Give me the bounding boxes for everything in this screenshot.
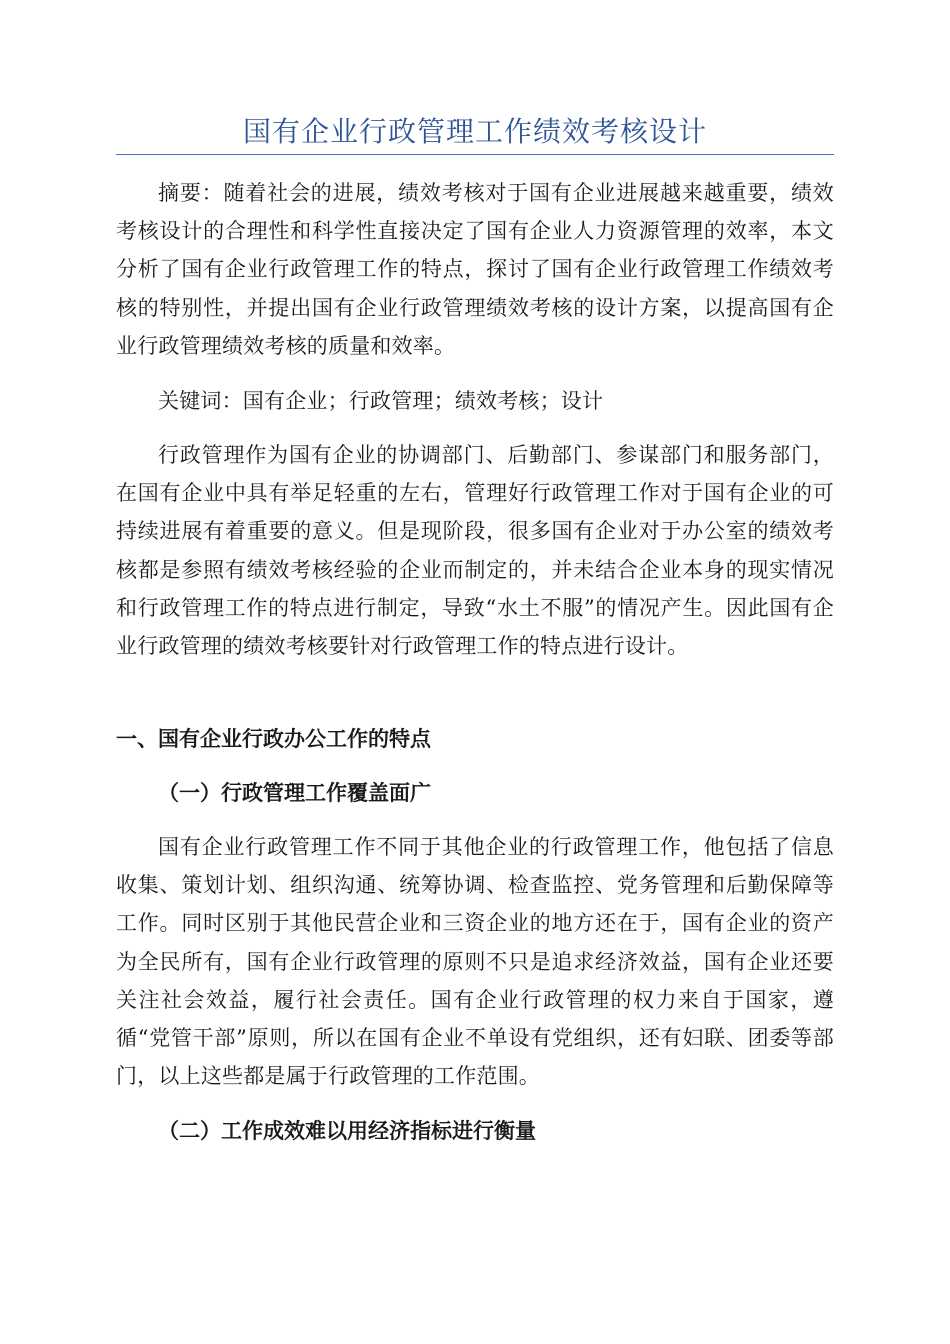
title-underline [116, 154, 834, 155]
subsection-heading-2: （二）工作成效难以用经济指标进行衡量 [158, 1118, 536, 1143]
intro-paragraph: 行政管理作为国有企业的协调部门、后勤部门、参谋部门和服务部门，在国有企业中具有举足轻重的左右，管理好行政管理工作对于国有企业的可持续进展有着重要的意义。但是现阶段，很多国有企业对于办公室的绩效考核都是参照有绩效考核经验的企业而制定的，并未结合企业本身的现实情况和行政管理工作的特点进行制定，导致“水土不服”的情况产生。因此国有企业行政管理的绩效考核要针对行政管理工作的特点进行设计。 [116, 443, 834, 659]
section-heading-1: 一、国有企业行政办公工作的特点 [116, 727, 431, 751]
subsection-heading-1: （一）行政管理工作覆盖面广 [158, 780, 431, 805]
keywords-paragraph: 关键词：国有企业；行政管理；绩效考核；设计 [158, 389, 604, 413]
subsection-1-paragraph: 国有企业行政管理工作不同于其他企业的行政管理工作，他包括了信息收集、策划计划、组织沟通、统筹协调、检查监控、党务管理和后勤保障等工作。同时区别于其他民营企业和三资企业的地方还在于，国有企业的资产为全民所有，国有企业行政管理的原则不只是追求经济效益，国有企业还要关注社会效益，履行社会责任。国有企业行政管理的权力来自于国家，遵循“党管干部”原则，所以在国有企业不单设有党组织，还有妇联、团委等部门，以上这些都是属于行政管理的工作范围。 [116, 835, 834, 1089]
abstract-paragraph: 摘要：随着社会的进展，绩效考核对于国有企业进展越来越重要，绩效考核设计的合理性和科学性直接决定了国有企业人力资源管理的效率，本文分析了国有企业行政管理工作的特点，探讨了国有企业行政管理工作绩效考核的特别性，并提出国有企业行政管理绩效考核的设计方案，以提高国有企业行政管理绩效考核的质量和效率。 [116, 181, 834, 358]
document-title: 国有企业行政管理工作绩效考核设计 [242, 115, 707, 148]
